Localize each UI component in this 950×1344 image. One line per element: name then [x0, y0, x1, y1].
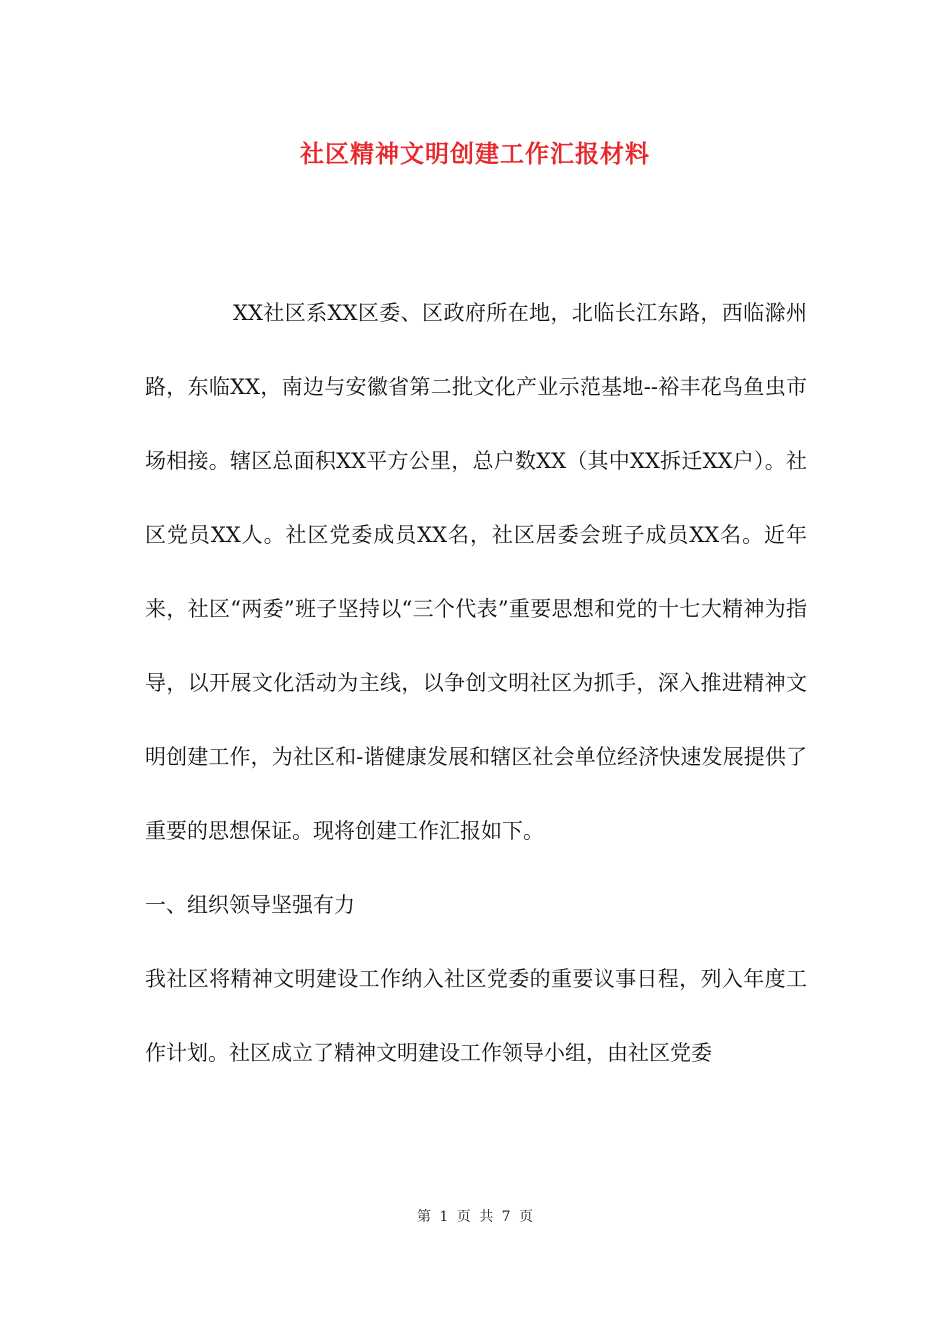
page-footer: 第 1 页 共 7 页: [416, 1209, 534, 1225]
document-body: [145, 276, 807, 1090]
paragraph-intro: XX社区系XX区委、区政府所在地，北临长江东路，西临滁州路，东临XX，南边与安徽省第二批文化产业示范基地--裕丰花鸟鱼虫市场相接。辖区总面积XX平方公里，总户数XX（其中XX拆迁XX户）。社区党员XX人。社区党委成员XX名，社区居委会班子成员XX名。近年来，社区“两委”班子坚持以“三个代表”重要思想和党的十七大精神为指导，以开展文化活动为主线，以争创文明社区为抓手，深入推进精神文明创建工作，为社区和-谐健康发展和辖区社会单位经济快速发展提供了重要的思想保证。现将创建工作汇报如下。: [145, 301, 807, 843]
paragraph-section-1: 我社区将精神文明建设工作纳入社区党委的重要议事日程，列入年度工作计划。社区成立了精神文明建设工作领导小组，由社区党委: [145, 967, 807, 1065]
document-title: 社区精神文明创建工作汇报材料: [300, 139, 650, 168]
section-heading-1: 一、组织领导坚强有力: [145, 893, 355, 917]
